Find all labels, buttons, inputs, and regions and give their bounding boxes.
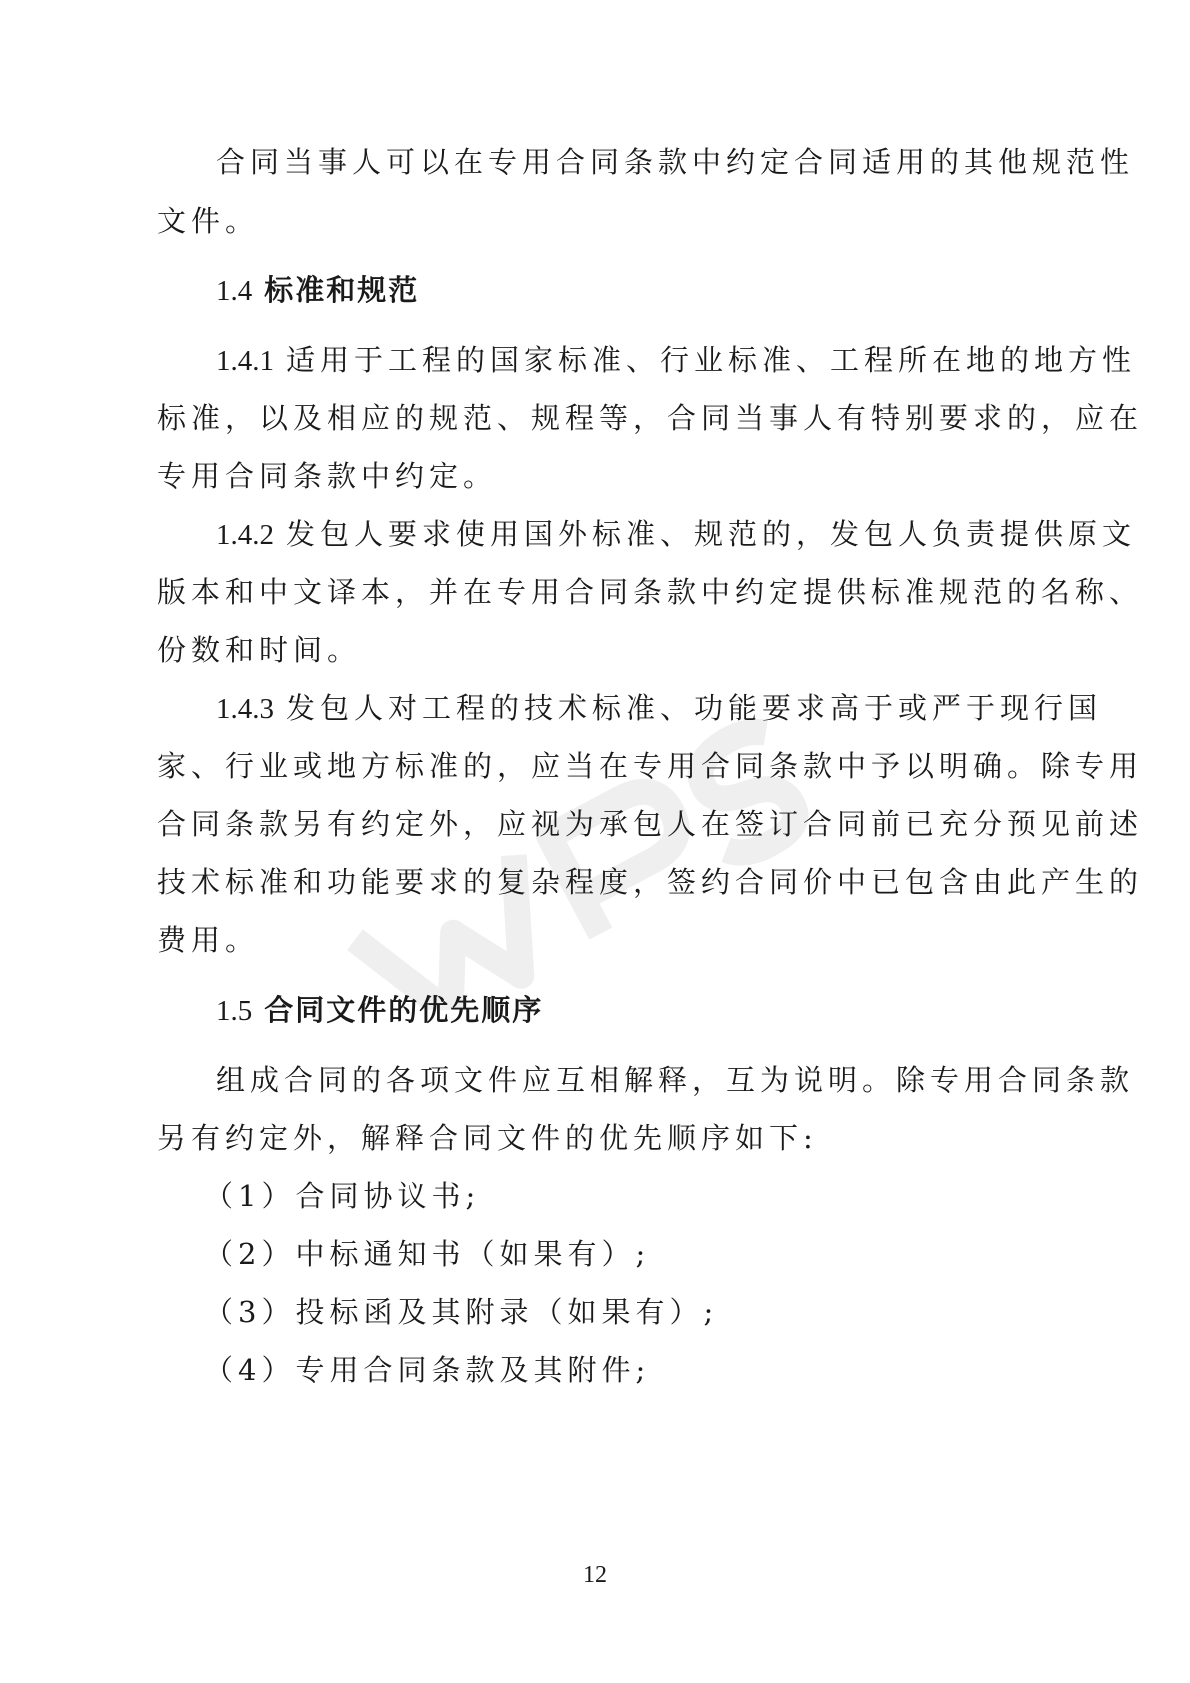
list-item: （2）中标通知书（如果有）; — [204, 1237, 651, 1271]
wps-watermark-icon — [315, 680, 815, 1010]
list-item: （1）合同协议书; — [204, 1179, 481, 1213]
clause-1-4-2 — [216, 514, 1136, 555]
list-item: （3）投标函及其附录（如果有）; — [204, 1295, 719, 1329]
clause-number: 1.4.2 — [216, 519, 274, 551]
paragraph-line: 组成合同的各项文件应互相解释，互为说明。除专用合同条款 — [216, 1063, 1135, 1097]
paragraph-line: 合同条款另有约定外，应视为承包人在签订合同前已充分预见前述 — [157, 807, 1144, 841]
clause-text: 适用于工程的国家标准、行业标准、工程所在地的地方性 — [286, 343, 1137, 377]
clause-number: 1.4.1 — [216, 345, 274, 377]
paragraph-line: 家、行业或地方标准的，应当在专用合同条款中予以明确。除专用 — [157, 749, 1144, 783]
section-heading-1-4 — [216, 270, 419, 311]
paragraph-line: 文件。 — [157, 204, 260, 238]
paragraph-line: 标准，以及相应的规范、规程等，合同当事人有特别要求的，应在 — [157, 401, 1144, 435]
paragraph-line: 份数和时间。 — [157, 633, 362, 667]
paragraph-line: 合同当事人可以在专用合同条款中约定合同适用的其他规范性 — [216, 145, 1135, 179]
clause-text: 发包人要求使用国外标准、规范的，发包人负责提供原文 — [286, 517, 1137, 551]
paragraph-line: 技术标准和功能要求的复杂程度，签约合同价中已包含由此产生的 — [157, 865, 1144, 899]
paragraph-line: 专用合同条款中约定。 — [157, 459, 498, 493]
clause-1-4-1 — [216, 340, 1136, 381]
clause-text: 发包人对工程的技术标准、功能要求高于或严于现行国 — [286, 691, 1103, 725]
list-item: （4）专用合同条款及其附件; — [204, 1353, 651, 1387]
section-heading-1-5 — [216, 990, 543, 1031]
section-number: 1.4 — [216, 275, 253, 307]
section-title: 标准和规范 — [264, 273, 420, 307]
paragraph-line: 费用。 — [157, 923, 260, 957]
section-title: 合同文件的优先顺序 — [264, 993, 544, 1027]
paragraph-line: 版本和中文译本，并在专用合同条款中约定提供标准规范的名称、 — [157, 575, 1144, 609]
section-number: 1.5 — [216, 995, 253, 1027]
paragraph-line: 另有约定外，解释合同文件的优先顺序如下: — [157, 1121, 818, 1155]
page-number: 12 — [583, 1562, 607, 1588]
clause-1-4-3 — [216, 688, 1102, 729]
clause-number: 1.4.3 — [216, 693, 274, 725]
